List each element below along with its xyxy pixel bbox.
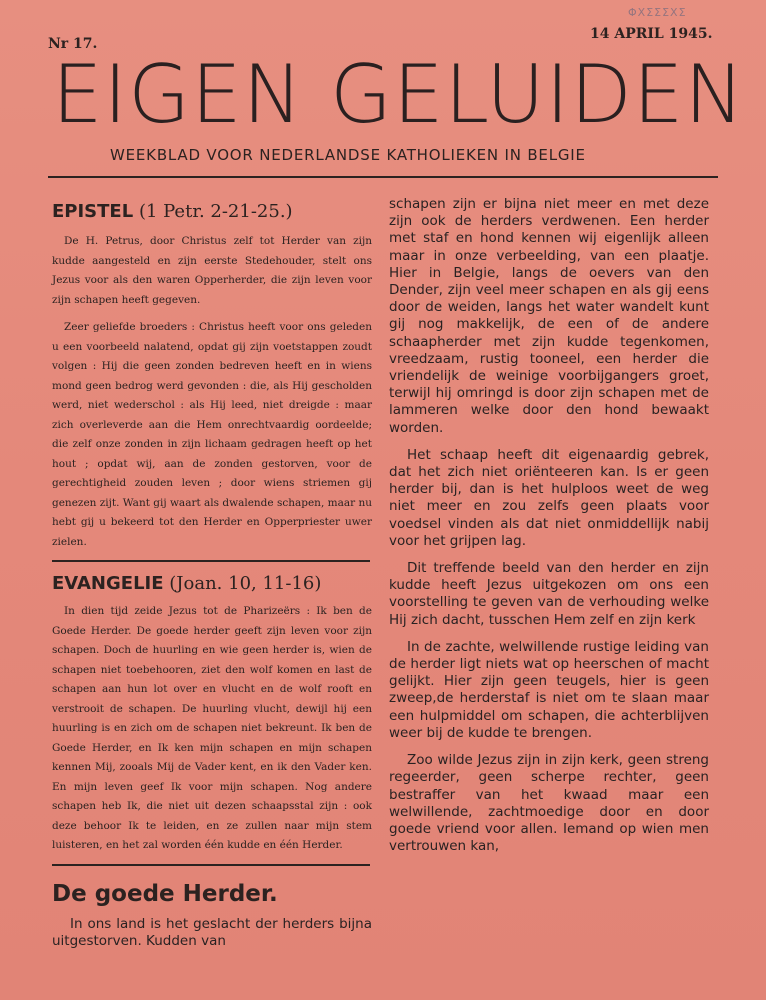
epistel-heading — [52, 200, 372, 224]
issue-number: Nr 17. — [48, 36, 98, 52]
left-column — [52, 190, 372, 950]
right-column — [389, 196, 709, 855]
issue-date: 14 APRIL 1945. — [590, 26, 713, 42]
archive-stamp: ΦΧΣΣΣΧΣ — [628, 6, 687, 19]
evangelie-heading — [52, 572, 372, 596]
epistel-text: Zeer geliefde broeders : Christus heeft voor ons geleden u een voorbeeld nalatend, opdat gij zijn voetstappen zoudt volgen : Hij die geen zonden bedreven heeft en in wiens mond geen bedrog werd gevonden : die, als Hij gescholden werd, niet wederschol : als Hij leed, niet dreigde : maar zich overleverde aan die Hem onrechtvaardig oordeelde; die zelf onze zonden in zijn lichaam gedragen heeft op het hout ; opdat wij, aan de zonden gestorven, voor de gerechtigheid zouden leven ; door wiens striemen gij genezen zijt. Want gij waart als dwalende schapen, maar nu hebt gij u bekeerd tot den Herder en Opperpriester uwer zielen. — [52, 321, 372, 548]
epistel-heading-word: EPISTEL — [52, 201, 134, 222]
article-paragraph: In ons land is het geslacht der herders bijna uitgestorven. Kudden van — [52, 915, 372, 949]
article-paragraph: Het schaap heeft dit eigenaardig gebrek, dat het zich niet oriënteeren kan. Is er geen herder bij, dan is het hulploos weet de weg niet meer en zou zelfs geen plaats voor voedsel vinden als dat niet onmiddellijk nabij voor het grijpen lag. — [389, 446, 709, 549]
epistel-reference: (1 Petr. 2-21-25.) — [138, 201, 293, 222]
section-divider — [52, 864, 370, 866]
section-divider — [52, 560, 370, 562]
article-paragraph: Zoo wilde Jezus zijn in zijn kerk, geen streng regeerder, geen scherpe rechter, geen bestraffer van het kwaad maar een welwillende, zachtmoedige door en door goede vriend voor allen. Iemand op wien men vertrouwen kan, — [389, 752, 709, 855]
goede-herder-heading: De goede Herder. — [52, 880, 278, 907]
epistel-intro: De H. Petrus, door Christus zelf tot Herder van zijn kudde aangesteld en zijn eerste Stedehouder, stelt ons Jezus voor als den waren Opperherder, die zijn leven voor zijn schapen heeft gegeven. — [52, 235, 372, 306]
article-paragraph: Dit treffende beeld van den herder en zijn kudde heeft Jezus uitgekozen om ons een voorstelling te geven van de verhouding welke Hij zich dacht, tusschen Hem zelf en zijn kerk — [389, 560, 709, 628]
evangelie-text: In dien tijd zeide Jezus tot de Pharizeërs : Ik ben de Goede Herder. De goede herder geeft zijn leven voor zijn schapen. Doch de huurling en wie geen herder is, wien de schapen niet toebehooren, ziet den wolf komen en last de schapen aan hun lot over en vlucht en de wolf rooft en verstrooit de schapen. De huurling vlucht, dewijl hij een huurling is en zich om de schapen niet bekreunt. Ik ben de Goede Herder, en Ik ken mijn schapen en mijn schapen kennen Mij, zooals Mij de Vader kent, en ik den Vader ken. En mijn leven geef Ik voor mijn schapen. Nog andere schapen heb Ik, die niet uit dezen schaapsstal zijn : ook deze behoor Ik te leiden, en ze zullen naar mijn stem luisteren, en het zal worden één kudde en één Herder. — [52, 605, 372, 851]
masthead-rule — [48, 176, 718, 178]
article-paragraph: In de zachte, welwillende rustige leiding van de herder ligt niets wat op heerschen of macht gelijkt. Hier zijn geen teugels, hier is geen zweep,de herderstaf is niet om te slaan maar een hulpmiddel om schapen, die achterblijven weer bij de kudde te brengen. — [389, 638, 709, 741]
evangelie-heading-word: EVANGELIE — [52, 573, 164, 594]
evangelie-reference: (Joan. 10, 11-16) — [169, 573, 322, 594]
article-paragraph: schapen zijn er bijna niet meer en met deze zijn ook de herders verdwenen. Een herder met staf en hond kennen wij eigenlijk alleen maar in onze verbeelding, van een plaatje. Hier in Belgie, langs de oevers van den Dender, zijn veel meer schapen en als gij eens door de weiden, langs het water wandelt kunt gij nog makkelijk, de een of de andere schaapherder met zijn kudde tegenkomen, vreedzaam, rustig tooneel, een herder die vriendelijk de weinige voorbijgangers groet, terwijl hij omringd is door zijn schapen met de lammeren welke door den hond bewaakt worden. — [389, 196, 709, 436]
masthead-title: EIGEN GELUIDEN — [52, 48, 746, 141]
masthead-subtitle: WEEKBLAD VOOR NEDERLANDSE KATHOLIEKEN IN BELGIE — [110, 146, 586, 164]
